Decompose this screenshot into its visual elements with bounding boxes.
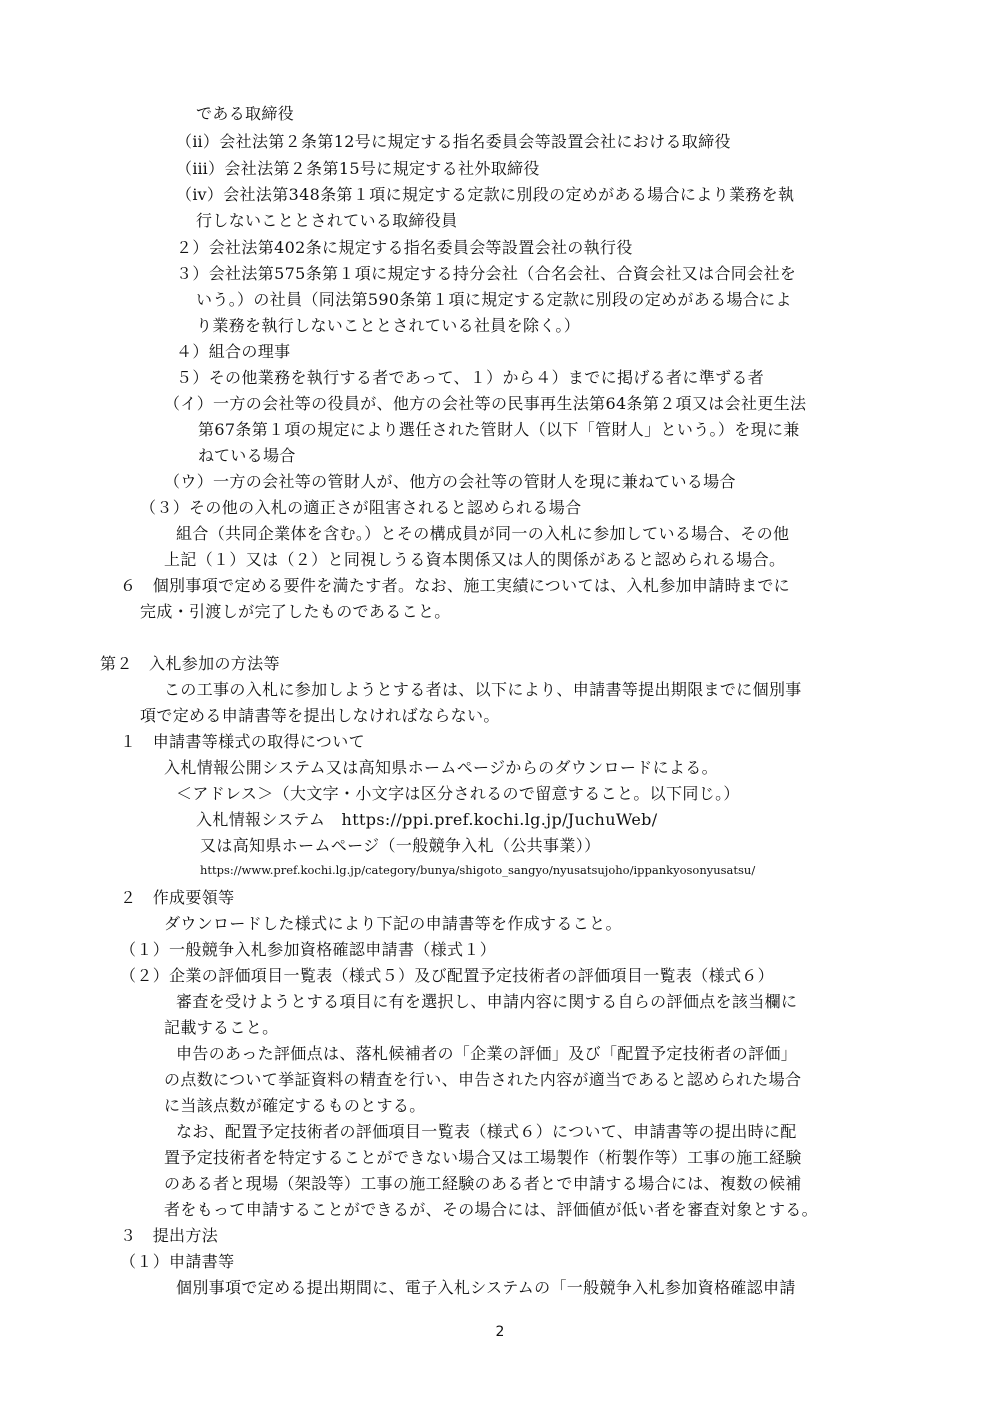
text-line: である取締役 (196, 104, 295, 123)
text-line: ４）組合の理事 (176, 342, 291, 361)
text-line: 入札情報公開システム又は高知県ホームページからのダウンロードによる。 (164, 758, 718, 777)
text-line: （ⅲ）会社法第２条第15号に規定する社外取締役 (176, 159, 540, 178)
text-line: 個別事項で定める提出期間に、電子入札システムの「一般競争入札参加資格確認申請 (176, 1278, 796, 1297)
text-line: １ 申請書等様式の取得について (120, 732, 365, 751)
text-line: （ⅳ）会社法第348条第１項に規定する定款に別段の定めがある場合により業務を執 (176, 185, 795, 204)
text-line: 組合（共同企業体を含む。）とその構成員が同一の入札に参加している場合、その他 (176, 524, 790, 543)
text-line: なお、配置予定技術者の評価項目一覧表（様式６）について、申請書等の提出時に配 (176, 1122, 797, 1141)
text-line: ３）会社法第575条第１項に規定する持分会社（合名会社、合資会社又は合同会社を (176, 264, 797, 283)
text-line: 又は高知県ホームページ（一般競争入札（公共事業）） (200, 836, 601, 855)
text-line: 審査を受けようとする項目に有を選択し、申請内容に関する自らの評価点を該当欄に (176, 992, 798, 1011)
section-heading: 第２ 入札参加の方法等 (100, 654, 280, 673)
text-line: ＜アドレス＞（大文字・小文字は区分されるので留意すること。以下同じ。） (176, 784, 740, 803)
text-line: ２ 作成要領等 (120, 888, 235, 907)
text-line: 第67条第１項の規定により選任された管財人（以下「管財人」という。）を現に兼 (198, 420, 800, 439)
text-line: ２）会社法第402条に規定する指名委員会等設置会社の執行役 (176, 238, 633, 257)
text-line: 記載すること。 (164, 1018, 279, 1037)
text-line: （イ）一方の会社等の役員が、他方の会社等の民事再生法第64条第２項又は会社更生法 (164, 394, 807, 413)
text-line: のある者と現場（架設等）工事の施工経験のある者とで申請する場合には、複数の候補 (164, 1174, 802, 1193)
text-line: ３ 提出方法 (120, 1226, 219, 1245)
url-line: 入札情報システム https://ppi.pref.kochi.lg.jp/JuchuWeb/ (196, 810, 658, 829)
text-line: この工事の入札に参加しようとする者は、以下により、申請書等提出期限までに個別事 (164, 680, 802, 699)
text-line: 申告のあった評価点は、落札候補者の「企業の評価」及び「配置予定技術者の評価」 (176, 1044, 798, 1063)
text-line: の点数について挙証資料の精査を行い、申告された内容が適当であると認められた場合 (164, 1070, 802, 1089)
text-line: 項で定める申請書等を提出しなければならない。 (140, 706, 500, 725)
text-line: （３）その他の入札の適正さが阻害されると認められる場合 (140, 498, 582, 517)
text-line: ５）その他業務を執行する者であって、１）から４）までに掲げる者に準ずる者 (176, 368, 765, 387)
text-line: （２）企業の評価項目一覧表（様式５）及び配置予定技術者の評価項目一覧表（様式６） (120, 966, 775, 985)
text-line: ダウンロードした様式により下記の申請書等を作成すること。 (164, 914, 622, 933)
text-line: 完成・引渡しが完了したものであること。 (140, 602, 451, 621)
text-line: （ⅱ）会社法第２条第12号に規定する指名委員会等設置会社における取締役 (176, 132, 731, 151)
text-line: いう。）の社員（同法第590条第１項に規定する定款に別段の定めがある場合によ (196, 290, 792, 309)
page-number: 2 (495, 1324, 505, 1340)
text-line: 者をもって申請することができるが、その場合には、評価値が低い者を審査対象とする。 (164, 1200, 819, 1219)
text-line: 置予定技術者を特定することができない場合又は工場製作（桁製作等）工事の施工経験 (164, 1148, 802, 1167)
text-line: り業務を執行しないこととされている社員を除く。） (196, 316, 581, 335)
text-line: （ウ）一方の会社等の管財人が、他方の会社等の管財人を現に兼ねている場合 (164, 472, 736, 491)
text-line: ６ 個別事項で定める要件を満たす者。なお、施工実績については、入札参加申請時までに (120, 576, 791, 595)
text-line: 上記（１）又は（２）と同視しうる資本関係又は人的関係があると認められる場合。 (164, 550, 786, 569)
text-line: （１）一般競争入札参加資格確認申請書（様式１） (120, 940, 497, 959)
url-line: https://www.pref.kochi.lg.jp/category/bunya/shigoto_sangyo/nyusatsujoho/ippankyosonyusatsu/ (200, 863, 756, 877)
text-line: に当該点数が確定するものとする。 (164, 1096, 426, 1115)
text-line: ねている場合 (198, 446, 296, 465)
text-line: 行しないこととされている取締役員 (196, 211, 458, 230)
text-line: （１）申請書等 (120, 1252, 235, 1271)
